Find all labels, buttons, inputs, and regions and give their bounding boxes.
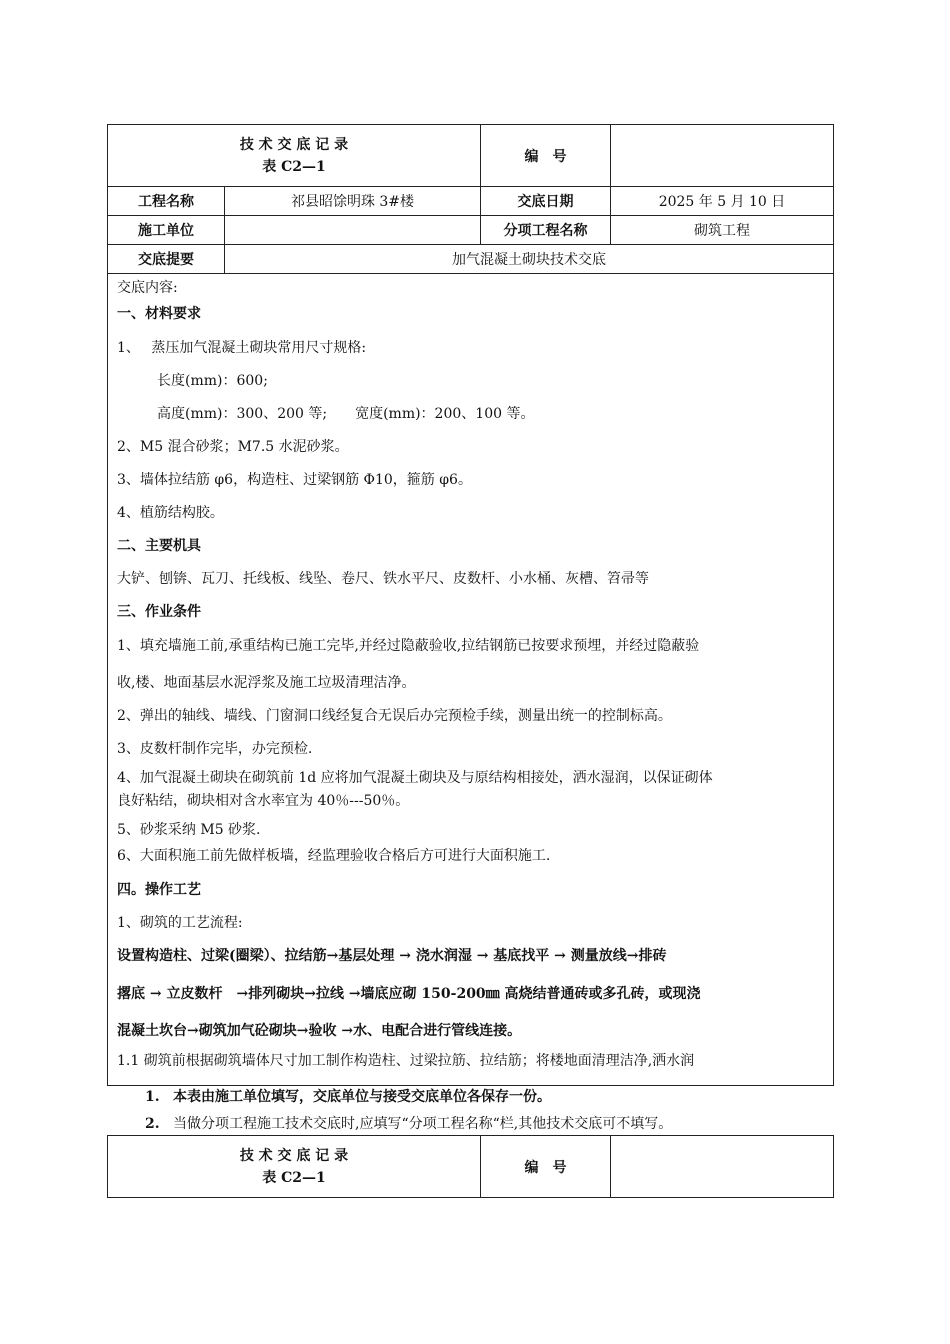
s3-line-2: 收,楼、地面基层水泥浮浆及施工垃圾清理洁净。 — [117, 675, 416, 691]
header-row-2 — [108, 1136, 833, 1197]
content-area — [108, 274, 833, 1085]
unit-value[interactable] — [225, 216, 481, 244]
form-title — [108, 125, 481, 186]
summary-value[interactable]: 加气混凝土砌块技术交底 — [452, 252, 606, 268]
section-4-title: 四。操作工艺 — [117, 882, 201, 898]
content-intro: 交底内容: — [117, 280, 178, 296]
section-2-title: 二、主要机具 — [117, 538, 201, 554]
summary-row — [108, 245, 833, 274]
number-label: 编 号 — [481, 125, 611, 186]
tech-briefing-table — [107, 124, 834, 1086]
note-2-number: 2. — [145, 1116, 160, 1132]
tech-briefing-table-2 — [107, 1135, 834, 1198]
sub-project-label: 分项工程名称 — [481, 216, 611, 244]
note-2 — [145, 1113, 672, 1133]
s2-line-1: 大铲、刨锛、瓦刀、托线板、线坠、卷尺、铁水平尺、皮数杆、小水桶、灰槽、笤帚等 — [117, 571, 649, 587]
sub-project-value[interactable]: 砌筑工程 — [694, 223, 750, 239]
number-value-2[interactable] — [611, 1136, 833, 1197]
project-name-value[interactable]: 祁县昭馀明珠 3#楼 — [225, 187, 481, 215]
project-row — [108, 187, 833, 216]
s3-line-3: 2、弹出的轴线、墙线、门窗洞口线经复合无误后办完预检手续，测量出统一的控制标高。 — [117, 708, 672, 724]
s3-line-8: 6、大面积施工前先做样板墙，经监理验收合格后方可进行大面积施工. — [117, 848, 551, 864]
summary-label: 交底提要 — [108, 245, 225, 273]
number-label-2: 编 号 — [481, 1136, 611, 1197]
s1-line-4: 2、M5 混合砂浆；M7.5 水泥砂浆。 — [117, 439, 349, 455]
s4-flow-2: 撂底 → 立皮数杆 →排列砌块→拉线 →墙底应砌 150-200㎜ 高烧结普通砖或多孔砖，或现浇 — [117, 986, 701, 1002]
unit-label: 施工单位 — [108, 216, 225, 244]
s4-flow-3: 混凝土坎台→砌筑加气砼砌块→验收 →水、电配合进行管线连接。 — [117, 1023, 522, 1039]
s3-line-6: 良好粘结，砌块相对含水率宜为 40％---50％。 — [117, 793, 410, 809]
s3-line-7: 5、砂浆采纳 M5 砂浆. — [117, 822, 261, 838]
s4-line-2: 1.1 砌筑前根据砌筑墙体尺寸加工制作构造柱、过梁拉筋、拉结筋；将楼地面清理洁净,洒水润 — [117, 1053, 695, 1069]
form-title-line2: 表 C2—1 — [262, 158, 326, 175]
section-3-title: 三、作业条件 — [117, 604, 201, 620]
s3-line-1: 1、填充墙施工前,承重结构已施工完毕,并经过隐蔽验收,拉结钢筋已按要求预埋，并经过隐蔽验 — [117, 638, 700, 654]
s3-line-4: 3、皮数杆制作完毕，办完预检. — [117, 741, 313, 757]
form-title-2-line2: 表 C2—1 — [262, 1169, 326, 1186]
s1-line-5: 3、墙体拉结筋 φ6，构造柱、过梁钢筋 Φ10，箍筋 φ6。 — [117, 472, 472, 488]
note-1 — [145, 1086, 551, 1106]
form-title-line1: 技 术 交 底 记 录 — [239, 136, 349, 153]
header-row — [108, 125, 833, 187]
s4-line-1: 1、砌筑的工艺流程: — [117, 915, 243, 931]
s3-line-5: 4、加气混凝土砌块在砌筑前 1d 应将加气混凝土砌块及与原结构相接处，洒水湿润，以保证砌体 — [117, 770, 713, 786]
s1-line-1: 1、 蒸压加气混凝土砌块常用尺寸规格: — [117, 340, 367, 356]
s1-line-3: 高度(mm)：300、200 等; 宽度(mm)：200、100 等。 — [157, 406, 535, 422]
form-title-2-line1: 技 术 交 底 记 录 — [239, 1147, 349, 1164]
unit-row — [108, 216, 833, 245]
note-1-text: 本表由施工单位填写，交底单位与接受交底单位各保存一份。 — [173, 1089, 551, 1105]
number-value[interactable] — [611, 125, 833, 186]
s4-flow-1: 设置构造柱、过梁(圈梁）、拉结筋→基层处理 → 浇水润湿 → 基底找平 → 测量放线→排砖 — [117, 948, 667, 964]
project-name-label: 工程名称 — [108, 187, 225, 215]
form-title-2 — [108, 1136, 481, 1197]
note-1-number: 1. — [145, 1089, 160, 1105]
s1-line-2: 长度(mm)：600; — [157, 373, 268, 389]
section-1-title: 一、材料要求 — [117, 306, 201, 322]
s1-line-6: 4、植筋结构胶。 — [117, 505, 224, 521]
date-label: 交底日期 — [481, 187, 611, 215]
note-2-text: 当做分项工程施工技术交底时,应填写“分项工程名称“栏,其他技术交底可不填写。 — [173, 1116, 673, 1132]
date-value[interactable]: 2025 年 5 月 10 日 — [658, 194, 786, 210]
